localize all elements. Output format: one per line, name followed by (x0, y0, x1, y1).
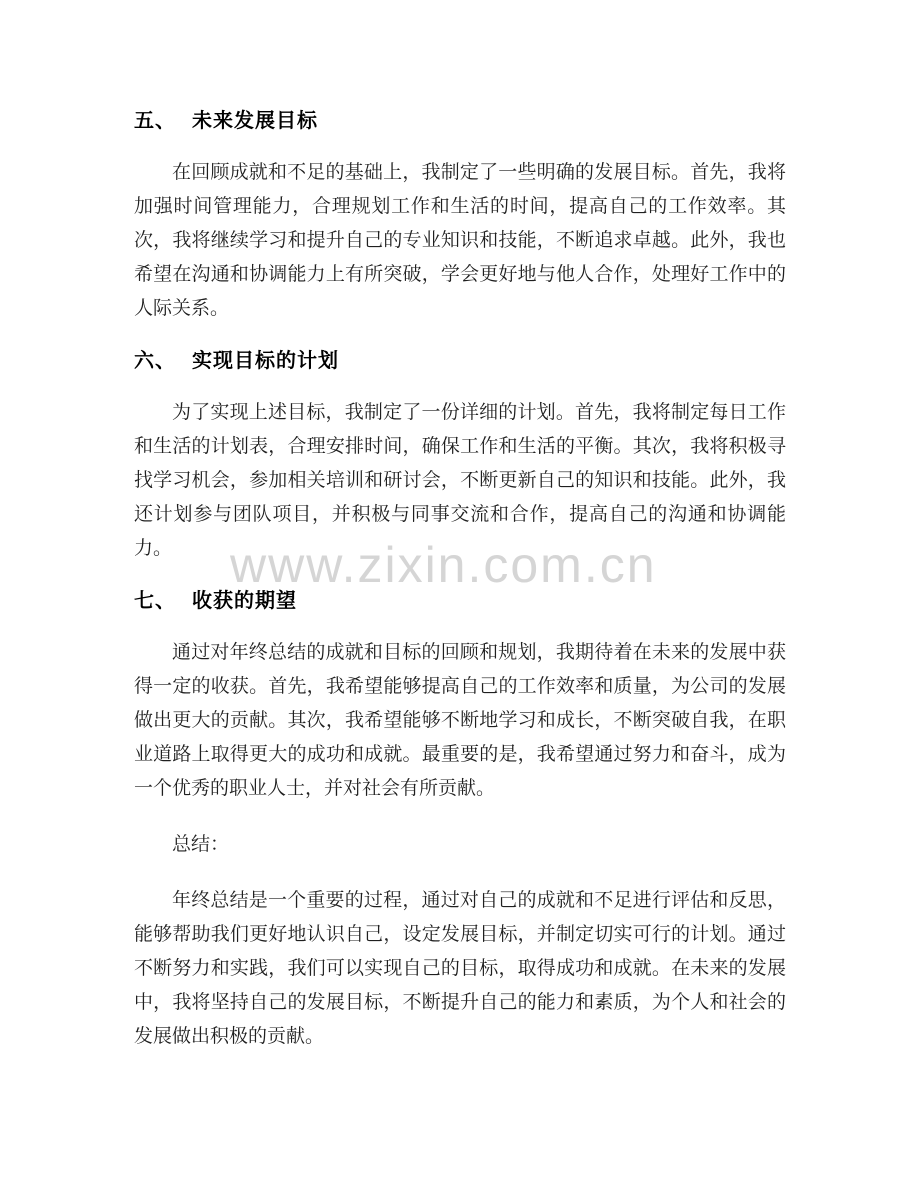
section-5-paragraph: 在回顾成就和不足的基础上，我制定了一些明确的发展目标。首先，我将加强时间管理能力，合理规划工作和生活的时间，提高自己的工作效率。其次，我将继续学习和提升自己的专业知识和技能，不断追求卓越。此外，我也希望在沟通和协调能力上有所突破，学会更好地与他人合作，处理好工作中的人际关系。 (134, 162, 786, 319)
heading-number: 五、 (134, 110, 176, 132)
section-6-paragraph: 为了实现上述目标，我制定了一份详细的计划。首先，我将制定每日工作和生活的计划表，合理安排时间，确保工作和生活的平衡。其次，我将积极寻找学习机会，参加相关培训和研讨会，不断更新自己的知识和技能。此外，我还计划参与团队项目，并积极与同事交流和合作，提高自己的沟通和协调能力。 (134, 402, 786, 559)
heading-title: 未来发展目标 (192, 110, 318, 132)
heading-number: 六、 (134, 350, 176, 372)
watermark-text: www.zixin.com.cn (230, 537, 657, 593)
summary-paragraph: 年终总结是一个重要的过程，通过对自己的成就和不足进行评估和反思，能够帮助我们更好地认识自己，设定发展目标，并制定切实可行的计划。通过不断努力和实践，我们可以实现自己的目标，取得成功和成就。在未来的发展中，我将坚持自己的发展目标，不断提升自己的能力和素质，为个人和社会的发展做出积极的贡献。 (134, 890, 786, 1047)
summary-label: 总结： (172, 834, 230, 855)
section-7-paragraph: 通过对年终总结的成就和目标的回顾和规划，我期待着在未来的发展中获得一定的收获。首先，我希望能够提高自己的工作效率和质量，为公司的发展做出更大的贡献。其次，我希望能够不断地学习和成长，不断突破自我，在职业道路上取得更大的成功和成就。最重要的是，我希望通过努力和奋斗，成为一个优秀的职业人士，并对社会有所贡献。 (134, 642, 786, 799)
section-heading-6 (134, 348, 786, 374)
heading-number: 七、 (134, 590, 176, 612)
heading-title: 收获的期望 (192, 590, 297, 612)
section-heading-7 (134, 588, 786, 614)
heading-title: 实现目标的计划 (192, 350, 339, 372)
section-heading-5 (134, 108, 786, 134)
